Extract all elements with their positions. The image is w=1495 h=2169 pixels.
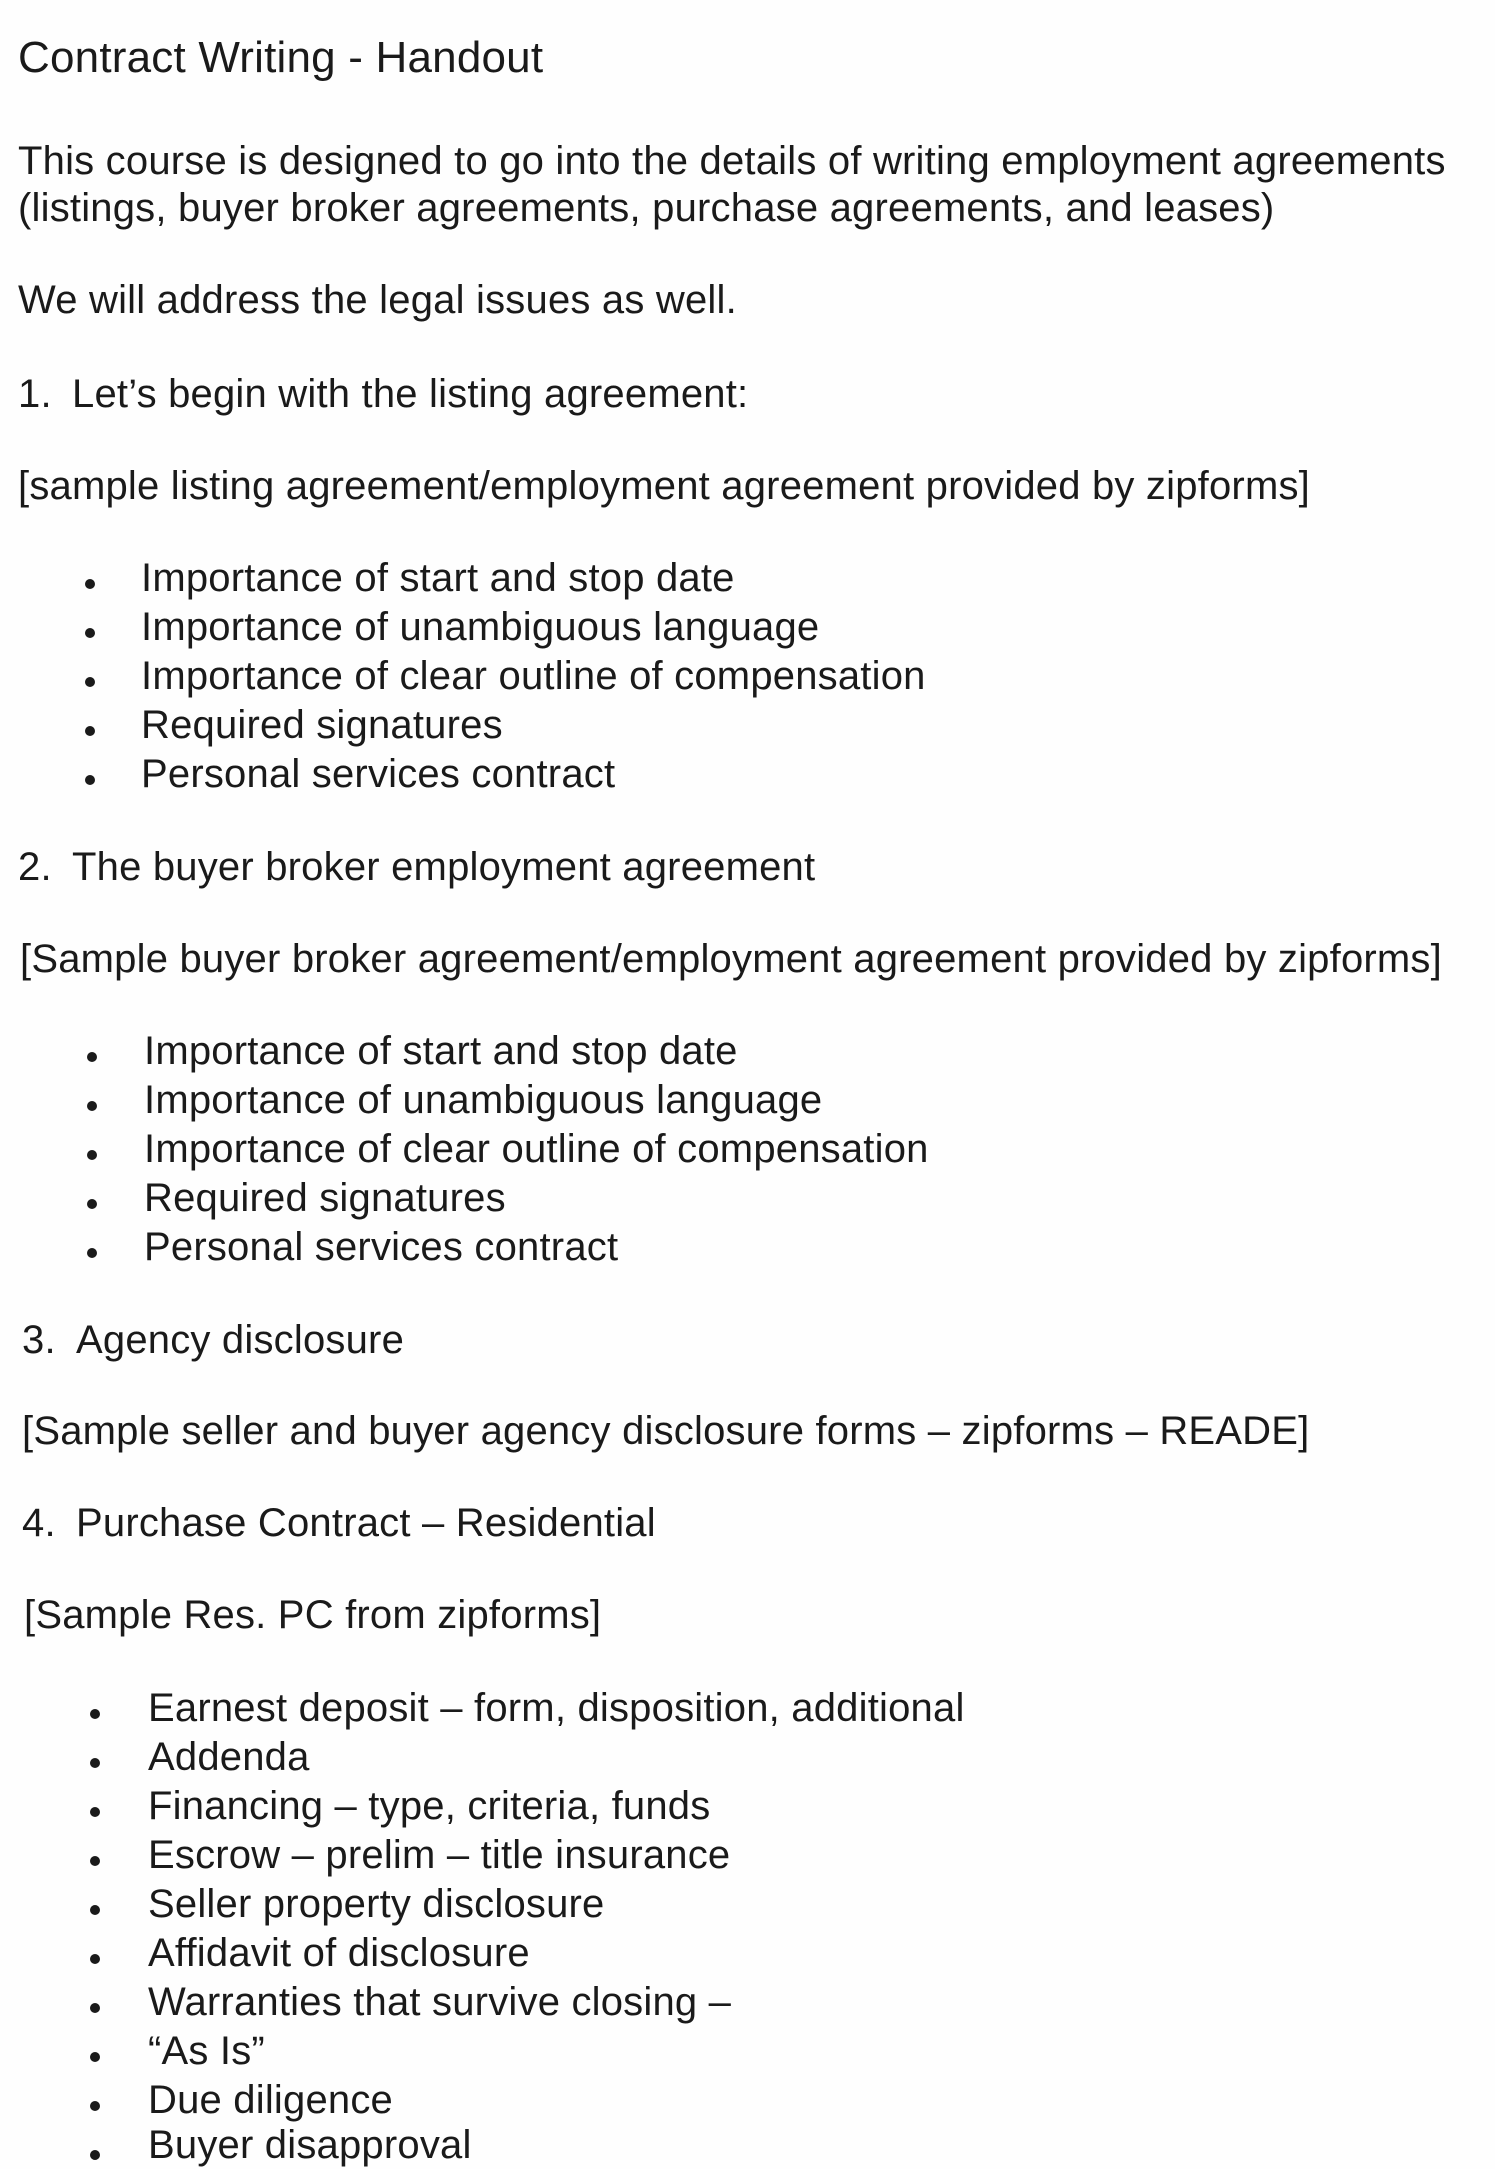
section-title: The buyer broker employment agreement — [72, 845, 816, 889]
list-item: Escrow – prelim – title insurance — [148, 1833, 731, 1877]
bullet-icon — [90, 2052, 100, 2062]
list-item: Financing – type, criteria, funds — [148, 1784, 711, 1828]
bullet-icon — [85, 628, 95, 638]
section-3-note: [Sample seller and buyer agency disclosure forms – zipforms – READE] — [22, 1409, 1310, 1453]
list-item: Importance of clear outline of compensation — [141, 654, 926, 698]
list-item: Addenda — [148, 1735, 310, 1779]
section-4-heading — [22, 1499, 656, 1547]
bullet-icon — [87, 1248, 97, 1258]
bullet-icon — [90, 1856, 100, 1866]
intro-line-2: (listings, buyer broker agreements, purchase agreements, and leases) — [18, 186, 1275, 230]
bullet-icon — [90, 1954, 100, 1964]
list-item: Importance of clear outline of compensation — [144, 1127, 929, 1171]
intro-legal-note: We will address the legal issues as well. — [18, 278, 737, 322]
list-item: Warranties that survive closing – — [148, 1980, 732, 2024]
bullet-icon — [87, 1052, 97, 1062]
list-item: Personal services contract — [141, 752, 616, 796]
list-item: Importance of start and stop date — [144, 1029, 738, 1073]
bullet-icon — [90, 1709, 100, 1719]
list-item: Earnest deposit – form, disposition, additional — [148, 1686, 965, 1730]
bullet-icon — [85, 579, 95, 589]
bullet-icon — [90, 2150, 100, 2160]
section-title: Agency disclosure — [76, 1318, 405, 1362]
section-number: 4. — [22, 1501, 56, 1545]
bullet-icon — [90, 1905, 100, 1915]
section-title: Let’s begin with the listing agreement: — [72, 372, 749, 416]
bullet-icon — [87, 1199, 97, 1209]
bullet-icon — [87, 1101, 97, 1111]
intro-line-1: This course is designed to go into the details of writing employment agreements — [18, 139, 1446, 183]
section-number: 2. — [18, 845, 52, 889]
section-4-note: [Sample Res. PC from zipforms] — [24, 1593, 602, 1637]
list-item: “As Is” — [148, 2029, 265, 2073]
list-item: Importance of start and stop date — [141, 556, 735, 600]
list-item: Due diligence — [148, 2078, 393, 2122]
bullet-icon — [85, 775, 95, 785]
document-title: Contract Writing - Handout — [18, 33, 544, 82]
bullet-icon — [87, 1150, 97, 1160]
bullet-icon — [90, 2003, 100, 2013]
section-2-note: [Sample buyer broker agreement/employment agreement provided by zipforms] — [20, 937, 1442, 981]
bullet-icon — [85, 677, 95, 687]
list-item: Required signatures — [141, 703, 503, 747]
section-number: 1. — [18, 372, 52, 416]
section-number: 3. — [22, 1318, 56, 1362]
section-1-heading — [18, 370, 748, 418]
list-item: Buyer disapproval — [148, 2123, 472, 2167]
bullet-icon — [90, 1807, 100, 1817]
list-item: Seller property disclosure — [148, 1882, 605, 1926]
list-item: Importance of unambiguous language — [144, 1078, 823, 1122]
section-1-note: [sample listing agreement/employment agreement provided by zipforms] — [18, 464, 1310, 508]
bullet-icon — [90, 1758, 100, 1768]
bullet-icon — [90, 2101, 100, 2111]
bullet-icon — [85, 726, 95, 736]
list-item: Required signatures — [144, 1176, 506, 1220]
section-3-heading — [22, 1316, 404, 1364]
section-2-heading — [18, 843, 815, 891]
section-title: Purchase Contract – Residential — [76, 1501, 656, 1545]
list-item: Affidavit of disclosure — [148, 1931, 530, 1975]
list-item: Importance of unambiguous language — [141, 605, 820, 649]
list-item: Personal services contract — [144, 1225, 619, 1269]
